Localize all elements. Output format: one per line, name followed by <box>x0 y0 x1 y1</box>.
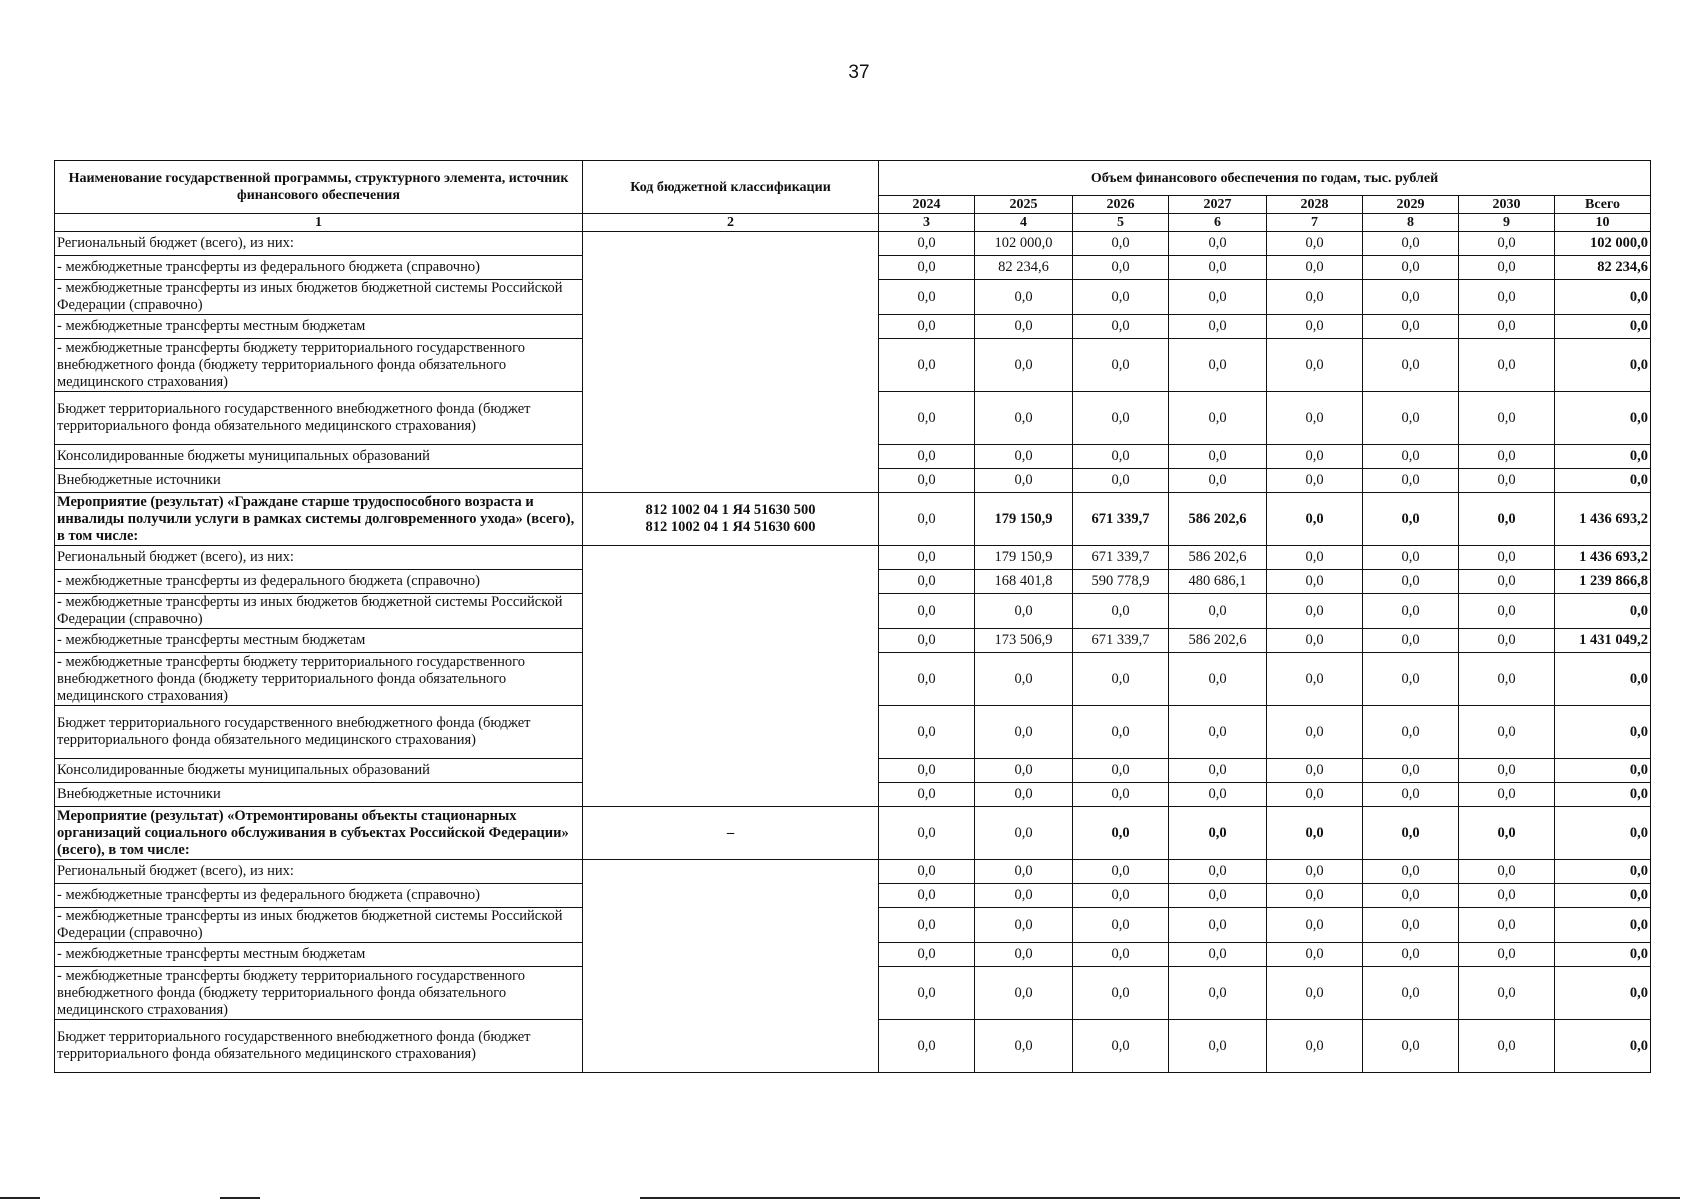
value-cell: 0,0 <box>1267 594 1363 629</box>
column-index: 2 <box>583 214 879 232</box>
value-cell: 0,0 <box>1169 339 1267 392</box>
value-cell: 0,0 <box>1363 783 1459 807</box>
value-cell: 0,0 <box>1363 706 1459 759</box>
value-cell: 0,0 <box>1459 629 1555 653</box>
value-cell: 0,0 <box>1267 315 1363 339</box>
value-cell: 0,0 <box>1363 629 1459 653</box>
value-cell: 0,0 <box>1169 232 1267 256</box>
value-cell: 671 339,7 <box>1073 629 1169 653</box>
column-index: 3 <box>879 214 975 232</box>
value-cell: 0,0 <box>1169 807 1267 860</box>
value-cell: 0,0 <box>879 653 975 706</box>
measure-name: Мероприятие (результат) «Граждане старше трудоспособного возраста и инвалиды получили услуги в рамках системы долговременного ухода» (всего), в том числе: <box>55 493 583 546</box>
source-name: - межбюджетные трансферты бюджету территориального государственного внебюджетного фонда (бюджету территориального фонда обязательного медицинского страхования) <box>55 967 583 1020</box>
value-cell: 0,0 <box>879 629 975 653</box>
source-name: - межбюджетные трансферты из федерального бюджета (справочно) <box>55 256 583 280</box>
value-cell: 179 150,9 <box>975 493 1073 546</box>
value-cell: 0,0 <box>1073 860 1169 884</box>
value-cell: 0,0 <box>975 759 1073 783</box>
value-cell: 0,0 <box>879 469 975 493</box>
value-cell: 0,0 <box>1459 493 1555 546</box>
value-cell: 0,0 <box>1267 493 1363 546</box>
value-cell: 0,0 <box>879 392 975 445</box>
total-cell: 0,0 <box>1555 445 1651 469</box>
value-cell: 0,0 <box>1169 256 1267 280</box>
value-cell: 0,0 <box>1267 884 1363 908</box>
total-cell: 1 431 049,2 <box>1555 629 1651 653</box>
value-cell: 0,0 <box>1267 256 1363 280</box>
value-cell: 0,0 <box>879 908 975 943</box>
value-cell: 0,0 <box>1363 469 1459 493</box>
value-cell: 0,0 <box>879 884 975 908</box>
total-cell: 0,0 <box>1555 594 1651 629</box>
source-name: Бюджет территориального государственного внебюджетного фонда (бюджет территориального фонда обязательного медицинского страхования) <box>55 392 583 445</box>
value-cell: 0,0 <box>879 1020 975 1073</box>
value-cell: 0,0 <box>1363 315 1459 339</box>
header-name: Наименование государственной программы, структурного элемента, источник финансового обеспечения <box>55 161 583 214</box>
source-name: - межбюджетные трансферты из федерального бюджета (справочно) <box>55 570 583 594</box>
value-cell: 0,0 <box>975 908 1073 943</box>
budget-code <box>583 546 879 807</box>
value-cell: 0,0 <box>1459 884 1555 908</box>
value-cell: 0,0 <box>975 860 1073 884</box>
source-name: - межбюджетные трансферты из иных бюджетов бюджетной системы Российской Федерации (справочно) <box>55 594 583 629</box>
total-cell: 0,0 <box>1555 908 1651 943</box>
value-cell: 0,0 <box>975 339 1073 392</box>
total-cell: 0,0 <box>1555 860 1651 884</box>
value-cell: 0,0 <box>1169 315 1267 339</box>
value-cell: 0,0 <box>1073 392 1169 445</box>
header-year: 2025 <box>975 196 1073 214</box>
value-cell: 0,0 <box>1267 1020 1363 1073</box>
value-cell: 0,0 <box>1073 908 1169 943</box>
value-cell: 0,0 <box>1363 256 1459 280</box>
value-cell: 0,0 <box>1267 280 1363 315</box>
total-cell: 0,0 <box>1555 469 1651 493</box>
value-cell: 0,0 <box>879 860 975 884</box>
header-volume: Объем финансового обеспечения по годам, тыс. рублей <box>879 161 1651 196</box>
value-cell: 586 202,6 <box>1169 493 1267 546</box>
value-cell: 0,0 <box>879 594 975 629</box>
total-cell: 1 436 693,2 <box>1555 546 1651 570</box>
value-cell: 0,0 <box>1459 706 1555 759</box>
value-cell: 0,0 <box>1459 908 1555 943</box>
value-cell: 0,0 <box>1267 706 1363 759</box>
value-cell: 671 339,7 <box>1073 546 1169 570</box>
value-cell: 0,0 <box>1459 339 1555 392</box>
source-name: - межбюджетные трансферты местным бюджетам <box>55 943 583 967</box>
value-cell: 0,0 <box>1073 884 1169 908</box>
value-cell: 0,0 <box>1363 860 1459 884</box>
value-cell: 0,0 <box>975 884 1073 908</box>
value-cell: 0,0 <box>1267 967 1363 1020</box>
value-cell: 0,0 <box>1459 1020 1555 1073</box>
value-cell: 0,0 <box>879 493 975 546</box>
value-cell: 0,0 <box>1363 943 1459 967</box>
value-cell: 0,0 <box>879 570 975 594</box>
source-name: Внебюджетные источники <box>55 783 583 807</box>
column-index: 9 <box>1459 214 1555 232</box>
column-index: 1 <box>55 214 583 232</box>
value-cell: 0,0 <box>1363 967 1459 1020</box>
value-cell: 0,0 <box>1073 653 1169 706</box>
value-cell: 0,0 <box>879 706 975 759</box>
total-cell: 0,0 <box>1555 967 1651 1020</box>
value-cell: 0,0 <box>879 967 975 1020</box>
value-cell: 0,0 <box>1169 392 1267 445</box>
financing-table <box>54 160 1651 1073</box>
value-cell: 102 000,0 <box>975 232 1073 256</box>
value-cell: 0,0 <box>1267 546 1363 570</box>
source-name: Бюджет территориального государственного внебюджетного фонда (бюджет территориального фонда обязательного медицинского страхования) <box>55 706 583 759</box>
value-cell: 671 339,7 <box>1073 493 1169 546</box>
value-cell: 0,0 <box>1459 256 1555 280</box>
value-cell: 0,0 <box>1459 807 1555 860</box>
total-cell: 0,0 <box>1555 315 1651 339</box>
column-index: 4 <box>975 214 1073 232</box>
value-cell: 0,0 <box>1169 908 1267 943</box>
value-cell: 0,0 <box>1073 469 1169 493</box>
value-cell: 0,0 <box>1267 570 1363 594</box>
value-cell: 0,0 <box>1363 392 1459 445</box>
value-cell: 0,0 <box>1073 594 1169 629</box>
value-cell: 586 202,6 <box>1169 629 1267 653</box>
value-cell: 0,0 <box>1267 908 1363 943</box>
value-cell: 0,0 <box>1169 884 1267 908</box>
scan-edge-line <box>220 1197 260 1199</box>
value-cell: 0,0 <box>1363 594 1459 629</box>
value-cell: 0,0 <box>1363 884 1459 908</box>
source-name: - межбюджетные трансферты местным бюджетам <box>55 315 583 339</box>
budget-code <box>583 232 879 493</box>
value-cell: 0,0 <box>1267 860 1363 884</box>
value-cell: 0,0 <box>1267 392 1363 445</box>
value-cell: 0,0 <box>1459 232 1555 256</box>
total-cell: 0,0 <box>1555 339 1651 392</box>
total-cell: 0,0 <box>1555 392 1651 445</box>
value-cell: 0,0 <box>1267 783 1363 807</box>
source-name: - межбюджетные трансферты бюджету территориального государственного внебюджетного фонда (бюджету территориального фонда обязательного медицинского страхования) <box>55 653 583 706</box>
value-cell: 0,0 <box>975 943 1073 967</box>
value-cell: 0,0 <box>975 653 1073 706</box>
value-cell: 0,0 <box>1459 315 1555 339</box>
header-code: Код бюджетной классификации <box>583 161 879 214</box>
value-cell: 0,0 <box>1267 759 1363 783</box>
table-row <box>55 807 1651 860</box>
value-cell: 0,0 <box>1169 759 1267 783</box>
value-cell: 0,0 <box>1073 807 1169 860</box>
value-cell: 0,0 <box>1073 339 1169 392</box>
source-name: Внебюджетные источники <box>55 469 583 493</box>
value-cell: 0,0 <box>879 256 975 280</box>
value-cell: 0,0 <box>975 445 1073 469</box>
header-total: Всего <box>1555 196 1651 214</box>
value-cell: 0,0 <box>1459 759 1555 783</box>
value-cell: 0,0 <box>1459 392 1555 445</box>
source-name: - межбюджетные трансферты из федерального бюджета (справочно) <box>55 884 583 908</box>
value-cell: 0,0 <box>879 546 975 570</box>
table-row <box>55 232 1651 256</box>
value-cell: 0,0 <box>1363 653 1459 706</box>
total-cell: 82 234,6 <box>1555 256 1651 280</box>
value-cell: 0,0 <box>1073 943 1169 967</box>
value-cell: 82 234,6 <box>975 256 1073 280</box>
value-cell: 0,0 <box>879 445 975 469</box>
value-cell: 0,0 <box>1169 653 1267 706</box>
value-cell: 0,0 <box>1363 807 1459 860</box>
value-cell: 0,0 <box>879 280 975 315</box>
value-cell: 0,0 <box>1363 339 1459 392</box>
total-cell: 102 000,0 <box>1555 232 1651 256</box>
value-cell: 0,0 <box>975 706 1073 759</box>
value-cell: 0,0 <box>1073 280 1169 315</box>
value-cell: 0,0 <box>975 594 1073 629</box>
value-cell: 0,0 <box>1169 706 1267 759</box>
source-name: Бюджет территориального государственного внебюджетного фонда (бюджет территориального фонда обязательного медицинского страхования) <box>55 1020 583 1073</box>
value-cell: 0,0 <box>1363 908 1459 943</box>
value-cell: 0,0 <box>1459 967 1555 1020</box>
value-cell: 0,0 <box>1363 493 1459 546</box>
header-year: 2029 <box>1363 196 1459 214</box>
value-cell: 0,0 <box>1267 445 1363 469</box>
value-cell: 0,0 <box>1169 967 1267 1020</box>
value-cell: 0,0 <box>1267 653 1363 706</box>
value-cell: 0,0 <box>975 1020 1073 1073</box>
value-cell: 0,0 <box>975 783 1073 807</box>
value-cell: 0,0 <box>1459 653 1555 706</box>
value-cell: 0,0 <box>1169 943 1267 967</box>
header-year: 2026 <box>1073 196 1169 214</box>
value-cell: 168 401,8 <box>975 570 1073 594</box>
value-cell: 0,0 <box>1073 759 1169 783</box>
value-cell: 0,0 <box>1267 943 1363 967</box>
total-cell: 1 239 866,8 <box>1555 570 1651 594</box>
value-cell: 0,0 <box>1073 706 1169 759</box>
value-cell: 0,0 <box>1363 280 1459 315</box>
value-cell: 0,0 <box>1363 570 1459 594</box>
source-name: - межбюджетные трансферты местным бюджетам <box>55 629 583 653</box>
total-cell: 0,0 <box>1555 1020 1651 1073</box>
value-cell: 0,0 <box>975 392 1073 445</box>
value-cell: 0,0 <box>1073 232 1169 256</box>
value-cell: 0,0 <box>1459 546 1555 570</box>
total-cell: 0,0 <box>1555 943 1651 967</box>
value-cell: 0,0 <box>1073 967 1169 1020</box>
value-cell: 0,0 <box>879 943 975 967</box>
value-cell: 0,0 <box>975 315 1073 339</box>
source-name: Региональный бюджет (всего), из них: <box>55 232 583 256</box>
header-year: 2024 <box>879 196 975 214</box>
value-cell: 590 778,9 <box>1073 570 1169 594</box>
column-index: 8 <box>1363 214 1459 232</box>
source-name: Консолидированные бюджеты муниципальных образований <box>55 445 583 469</box>
header-year: 2028 <box>1267 196 1363 214</box>
total-cell: 0,0 <box>1555 884 1651 908</box>
total-cell: 0,0 <box>1555 280 1651 315</box>
value-cell: 0,0 <box>1267 629 1363 653</box>
header-year: 2027 <box>1169 196 1267 214</box>
source-name: - межбюджетные трансферты бюджету территориального государственного внебюджетного фонда (бюджету территориального фонда обязательного медицинского страхования) <box>55 339 583 392</box>
value-cell: 0,0 <box>975 280 1073 315</box>
value-cell: 0,0 <box>1073 1020 1169 1073</box>
value-cell: 0,0 <box>1363 232 1459 256</box>
value-cell: 0,0 <box>1363 1020 1459 1073</box>
scan-edge-line <box>640 1197 1680 1199</box>
total-cell: 0,0 <box>1555 759 1651 783</box>
header-year: 2030 <box>1459 196 1555 214</box>
source-name: Региональный бюджет (всего), из них: <box>55 860 583 884</box>
value-cell: 0,0 <box>1169 783 1267 807</box>
budget-code: 812 1002 04 1 Я4 51630 500 812 1002 04 1 Я4 51630 600 <box>583 493 879 546</box>
value-cell: 480 686,1 <box>1169 570 1267 594</box>
column-index: 10 <box>1555 214 1651 232</box>
value-cell: 0,0 <box>879 759 975 783</box>
budget-code <box>583 860 879 1073</box>
page-number: 37 <box>848 62 870 83</box>
table-row <box>55 860 1651 884</box>
value-cell: 0,0 <box>1459 943 1555 967</box>
value-cell: 0,0 <box>1169 445 1267 469</box>
column-index: 5 <box>1073 214 1169 232</box>
value-cell: 0,0 <box>1073 256 1169 280</box>
value-cell: 0,0 <box>1267 339 1363 392</box>
value-cell: 0,0 <box>1363 546 1459 570</box>
column-index: 6 <box>1169 214 1267 232</box>
value-cell: 0,0 <box>1459 570 1555 594</box>
value-cell: 0,0 <box>1363 759 1459 783</box>
value-cell: 0,0 <box>1169 594 1267 629</box>
value-cell: 0,0 <box>1267 232 1363 256</box>
value-cell: 0,0 <box>879 232 975 256</box>
total-cell: 0,0 <box>1555 783 1651 807</box>
value-cell: 0,0 <box>1073 445 1169 469</box>
total-cell: 0,0 <box>1555 653 1651 706</box>
value-cell: 173 506,9 <box>975 629 1073 653</box>
value-cell: 0,0 <box>975 967 1073 1020</box>
value-cell: 0,0 <box>879 315 975 339</box>
value-cell: 0,0 <box>975 469 1073 493</box>
source-name: Региональный бюджет (всего), из них: <box>55 546 583 570</box>
value-cell: 0,0 <box>1169 469 1267 493</box>
total-cell: 0,0 <box>1555 706 1651 759</box>
source-name: - межбюджетные трансферты из иных бюджетов бюджетной системы Российской Федерации (справочно) <box>55 280 583 315</box>
source-name: Консолидированные бюджеты муниципальных образований <box>55 759 583 783</box>
value-cell: 0,0 <box>1459 445 1555 469</box>
value-cell: 0,0 <box>1459 594 1555 629</box>
value-cell: 0,0 <box>1267 807 1363 860</box>
value-cell: 0,0 <box>1459 860 1555 884</box>
value-cell: 0,0 <box>1169 1020 1267 1073</box>
value-cell: 0,0 <box>1073 783 1169 807</box>
value-cell: 0,0 <box>1459 783 1555 807</box>
value-cell: 0,0 <box>1073 315 1169 339</box>
value-cell: 0,0 <box>1459 469 1555 493</box>
value-cell: 0,0 <box>1169 280 1267 315</box>
value-cell: 0,0 <box>1169 860 1267 884</box>
measure-name: Мероприятие (результат) «Отремонтированы объекты стационарных организаций социального обслуживания в субъектах Российской Федерации» (всего), в том числе: <box>55 807 583 860</box>
table-body <box>55 232 1651 1073</box>
value-cell: 0,0 <box>1267 469 1363 493</box>
column-index: 7 <box>1267 214 1363 232</box>
scan-edge-line <box>0 1197 40 1199</box>
value-cell: 586 202,6 <box>1169 546 1267 570</box>
table-row <box>55 546 1651 570</box>
budget-code: – <box>583 807 879 860</box>
value-cell: 0,0 <box>1459 280 1555 315</box>
value-cell: 179 150,9 <box>975 546 1073 570</box>
total-cell: 1 436 693,2 <box>1555 493 1651 546</box>
value-cell: 0,0 <box>975 807 1073 860</box>
source-name: - межбюджетные трансферты из иных бюджетов бюджетной системы Российской Федерации (справочно) <box>55 908 583 943</box>
value-cell: 0,0 <box>1363 445 1459 469</box>
value-cell: 0,0 <box>879 807 975 860</box>
value-cell: 0,0 <box>879 783 975 807</box>
total-cell: 0,0 <box>1555 807 1651 860</box>
value-cell: 0,0 <box>879 339 975 392</box>
table-row <box>55 493 1651 546</box>
